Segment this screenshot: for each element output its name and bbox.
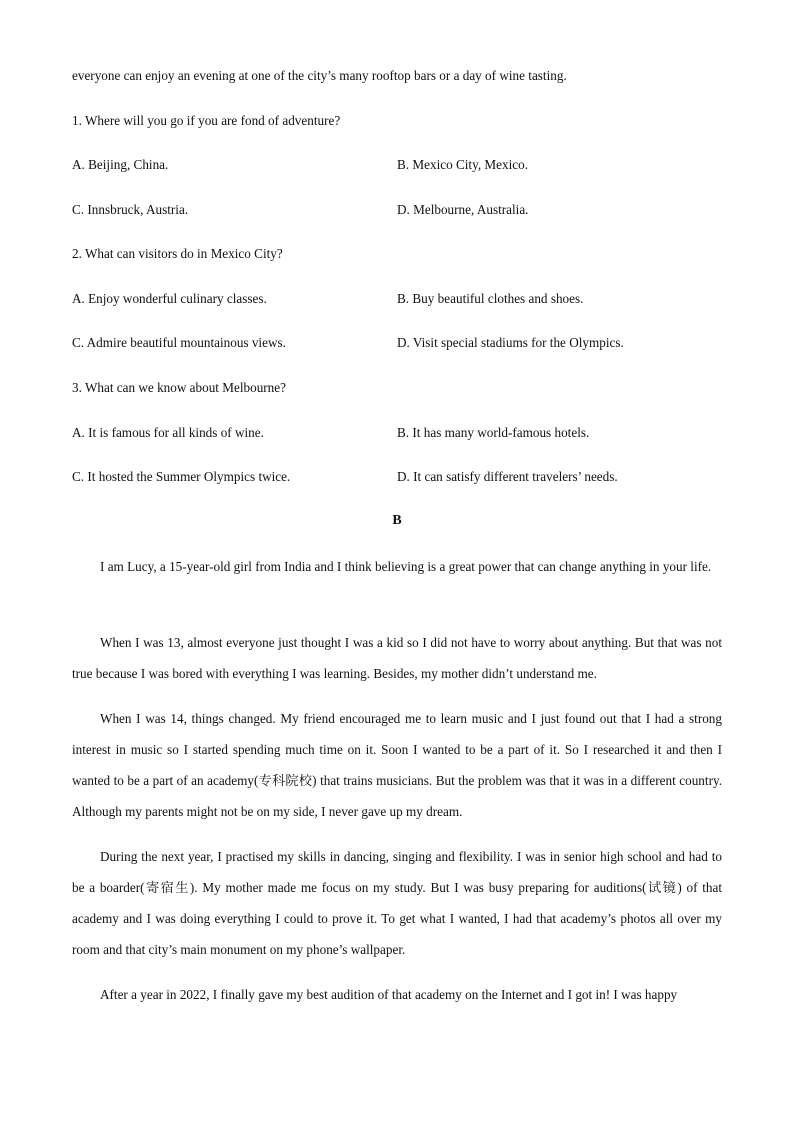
question-2-option-b: B. Buy beautiful clothes and shoes. bbox=[397, 291, 584, 306]
question-3-option-c: C. It hosted the Summer Olympics twice. bbox=[72, 469, 291, 484]
question-2-stem: 2. What can visitors do in Mexico City? bbox=[72, 246, 283, 261]
passage-paragraph-2: When I was 13, almost everyone just thought I was a kid so I did not have to worry about anything. But that was not true because I was bored with everything I was learning. Besides, my mother didn’t understand me. bbox=[72, 635, 722, 681]
question-2-option-d: D. Visit special stadiums for the Olympics. bbox=[397, 335, 624, 350]
intro-tail-text: everyone can enjoy an evening at one of the city’s many rooftop bars or a day of wine tasting. bbox=[72, 68, 567, 83]
passage-paragraph-4: During the next year, I practised my skills in dancing, singing and flexibility. I was in senior high school and had to be a boarder(寄宿生). My mother made me focus on my study. But I was busy preparing for auditions(试镜) of that academy and I was doing everything I could to prove it. To get what I wanted, I had that academy’s photos all over my room and that city’s main monument on my phone’s wallpaper. bbox=[72, 849, 722, 957]
question-3-option-d: D. It can satisfy different travelers’ needs. bbox=[397, 469, 618, 484]
question-1-option-d: D. Melbourne, Australia. bbox=[397, 202, 529, 217]
passage-paragraph-5: After a year in 2022, I finally gave my best audition of that academy on the Internet and I got in! I was happy bbox=[100, 987, 678, 1002]
section-title: B bbox=[392, 513, 402, 528]
question-3-stem: 3. What can we know about Melbourne? bbox=[72, 380, 286, 395]
question-2-option-c: C. Admire beautiful mountainous views. bbox=[72, 335, 286, 350]
question-2-option-a: A. Enjoy wonderful culinary classes. bbox=[72, 291, 267, 306]
passage-paragraph-1: I am Lucy, a 15-year-old girl from India and I think believing is a great power that can change anything in your life. bbox=[100, 559, 712, 574]
question-1-option-b: B. Mexico City, Mexico. bbox=[397, 157, 529, 172]
question-3-option-b: B. It has many world-famous hotels. bbox=[397, 425, 590, 440]
question-1-option-a: A. Beijing, China. bbox=[72, 157, 169, 172]
question-1-option-c: C. Innsbruck, Austria. bbox=[72, 202, 189, 217]
question-1-stem: 1. Where will you go if you are fond of adventure? bbox=[72, 113, 341, 128]
passage-paragraph-3: When I was 14, things changed. My friend encouraged me to learn music and I just found out that I had a strong interest in music so I started spending much time on it. Soon I wanted to be a part of it. So I researched it and then I wanted to be a part of an academy(专科院校) that trains musicians. But the problem was that it was in a different country. Although my parents might not be on my side, I never gave up my dream. bbox=[72, 711, 722, 819]
question-3-option-a: A. It is famous for all kinds of wine. bbox=[72, 425, 264, 440]
